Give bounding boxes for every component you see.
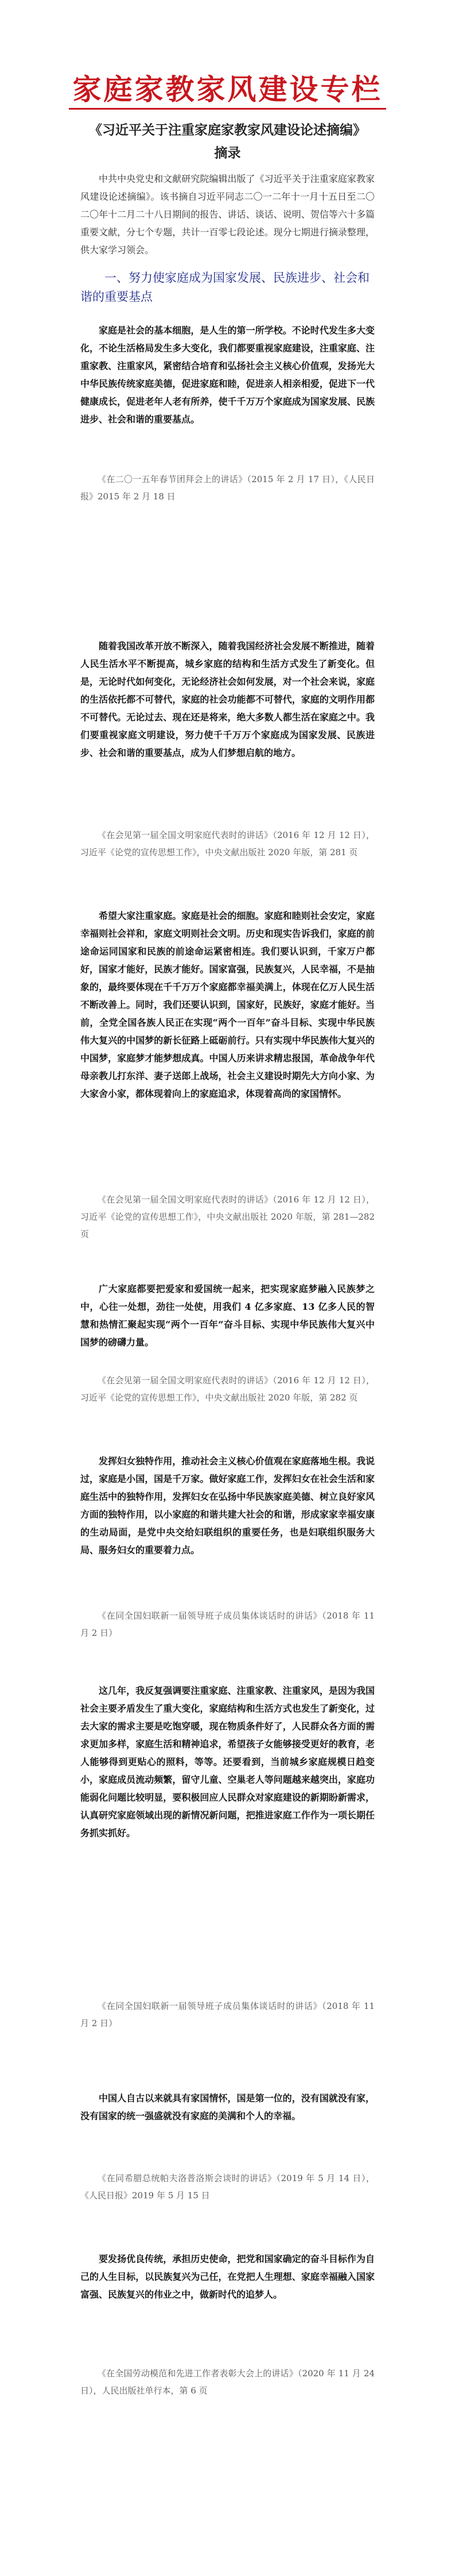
excerpt-source: 《在会见第一届全国文明家庭代表时的讲话》（2016 年 12 月 12 日），习近平《论党的宣传思想工作》，中央文献出版社 2020 年版，第 282 页 <box>80 1375 375 1403</box>
excerpt-text: 中国人自古以来就具有家国情怀，国是第一位的，没有国就没有家，没有国家的统一强盛就没有家庭的美满和个人的幸福。 <box>80 2093 375 2121</box>
document-title: 《习近平关于注重家庭家教家风建设论述摘编》 <box>89 122 366 138</box>
excerpt-source: 《在同全国妇联新一届领导班子成员集体谈话时的讲话》（2018 年 11 月 2 日） <box>80 1611 375 1638</box>
excerpt-text: 发挥妇女独特作用，推动社会主义核心价值观在家庭落地生根。我说过，家庭是小国，国是千万家。做好家庭工作，发挥妇女在社会生活和家庭生活中的独特作用，发挥妇女在弘扬中华民族家庭美德、树立良好家风方面的独特作用，以小家庭的和谐共建大社会的和谐，形成家家幸福安康的生动局面，是党中央交给妇联组织的重要任务，也是妇联组织服务大局、服务妇女的重要着力点。 <box>80 1456 375 1555</box>
excerpt-source: 《在会见第一届全国文明家庭代表时的讲话》（2016 年 12 月 12 日），习近平《论党的宣传思想工作》，中央文献出版社 2020 年版，第 281 页 <box>80 830 375 858</box>
section-heading: 一、努力使家庭成为国家发展、民族进步、社会和谐的重要基点 <box>80 271 370 304</box>
excerpt-source: 《在会见第一届全国文明家庭代表时的讲话》（2016 年 12 月 12 日），习近平《论党的宣传思想工作》，中央文献出版社 2020 年版，第 281—282 页 <box>80 1194 375 1239</box>
intro-paragraph: 中共中央党史和文献研究院编辑出版了《习近平关于注重家庭家教家风建设论述摘编》。该书摘自习近平同志二〇一二年十一月十五日至二〇二〇年十二月二十八日期间的报告、讲话、谈话、说明、贺信等六十多篇重要文献，分七个专题，共计一百零七段论述。现分七期进行摘录整理，供大家学习领会。 <box>80 173 375 255</box>
excerpt-text: 随着我国改革开放不断深入，随着我国经济社会发展不断推进，随着人民生活水平不断提高，城乡家庭的结构和生活方式发生了新变化。但是，无论时代如何变化，无论经济社会如何发展，对一个社会来说，家庭的生活依托都不可替代，家庭的社会功能都不可替代，家庭的文明作用都不可替代。无论过去、现在还是将来，绝大多数人都生活在家庭之中。我们要重视家庭文明建设，努力使千千万万个家庭成为国家发展、民族进步、社会和谐的重要基点，成为人们梦想启航的地方。 <box>80 641 375 758</box>
excerpt-text: 广大家庭都要把爱家和爱国统一起来，把实现家庭梦融入民族梦之中，心往一处想，劲往一处使，用我们 4 亿多家庭、13 亿多人民的智慧和热情汇聚起实现“两个一百年”奋斗目标、实现中华民族伟大复兴中国梦的磅礴力量。 <box>80 1283 375 1348</box>
excerpt-source: 《在二〇一五年春节团拜会上的讲话》（2015 年 2 月 17 日），《人民日报》2015 年 2 月 18 日 <box>80 474 375 502</box>
column-banner-title: 家庭家教家风建设专栏 <box>72 72 383 106</box>
document-subtitle: 摘录 <box>214 145 241 161</box>
excerpt-text: 家庭是社会的基本细胞，是人生的第一所学校。不论时代发生多大变化，不论生活格局发生多大变化，我们都要重视家庭建设，注重家庭、注重家教、注重家风，紧密结合培育和弘扬社会主义核心价值观，发扬光大中华民族传统家庭美德，促进家庭和睦，促进亲人相亲相爱，促进下一代健康成长，促进老年人老有所养，使千千万万个家庭成为国家发展、民族进步、社会和谐的重要基点。 <box>80 325 375 425</box>
banner-divider <box>69 108 386 110</box>
excerpt-text: 希望大家注重家庭。家庭是社会的细胞。家庭和睦则社会安定，家庭幸福则社会祥和，家庭文明则社会文明。历史和现实告诉我们，家庭的前途命运同国家和民族的前途命运紧密相连。我们要认识到，千家万户都好，国家才能好，民族才能好。国家富强，民族复兴，人民幸福，不是抽象的，最终要体现在千千万万个家庭都幸福美满上，体现在亿万人民生活不断改善上。同时，我们还要认识到，国家好，民族好，家庭才能好。当前，全党全国各族人民正在实现“两个一百年”奋斗目标、实现中华民族伟大复兴的中国梦的新长征路上砥砺前行。只有实现中华民族伟大复兴的中国梦，家庭梦才能梦想成真。中国人历来讲求精忠报国，革命战争年代母亲教儿打东洋、妻子送郎上战场，社会主义建设时期先大方向小家、为大家舍小家，都体现着向上的家庭追求，体现着高尚的家国情怀。 <box>80 910 375 1099</box>
excerpt-source: 《在同希腊总统帕夫洛普洛斯会谈时的讲话》（2019 年 5 月 14 日），《人民日报》2019 年 5 月 15 日 <box>80 2173 375 2201</box>
excerpt-source: 《在同全国妇联新一届领导班子成员集体谈话时的讲话》（2018 年 11 月 2 日） <box>80 2001 375 2028</box>
excerpt-text: 这几年，我反复强调要注重家庭、注重家教、注重家风，是因为我国社会主要矛盾发生了重大变化，家庭结构和生活方式也发生了新变化，过去大家的需求主要是吃饱穿暖，现在物质条件好了，人民群众各方面的需求更加多样，家庭生活和精神追求，希望孩子女能够接受更好的教育，老人能够得到更贴心的照料，等等。还要看到，当前城乡家庭规模日趋变小，家庭成员流动频繁，留守儿童、空巢老人等问题越来越突出，家庭功能弱化问题比较明显，要积极回应人民群众对家庭建设的新期盼新需求，认真研究家庭领域出现的新情况新问题，把推进家庭工作作为一项长期任务抓实抓好。 <box>80 1685 375 1838</box>
excerpt-text: 要发扬优良传统，承担历史使命，把党和国家确定的奋斗目标作为自己的人生目标，以民族复兴为己任，在党把人生理想、家庭幸福融入国家富强、民族复兴的伟业之中，做新时代的追梦人。 <box>80 2253 375 2300</box>
excerpt-source: 《在全国劳动模范和先进工作者表彰大会上的讲话》（2020 年 11 月 24 日），人民出版社单行本，第 6 页 <box>80 2368 375 2396</box>
